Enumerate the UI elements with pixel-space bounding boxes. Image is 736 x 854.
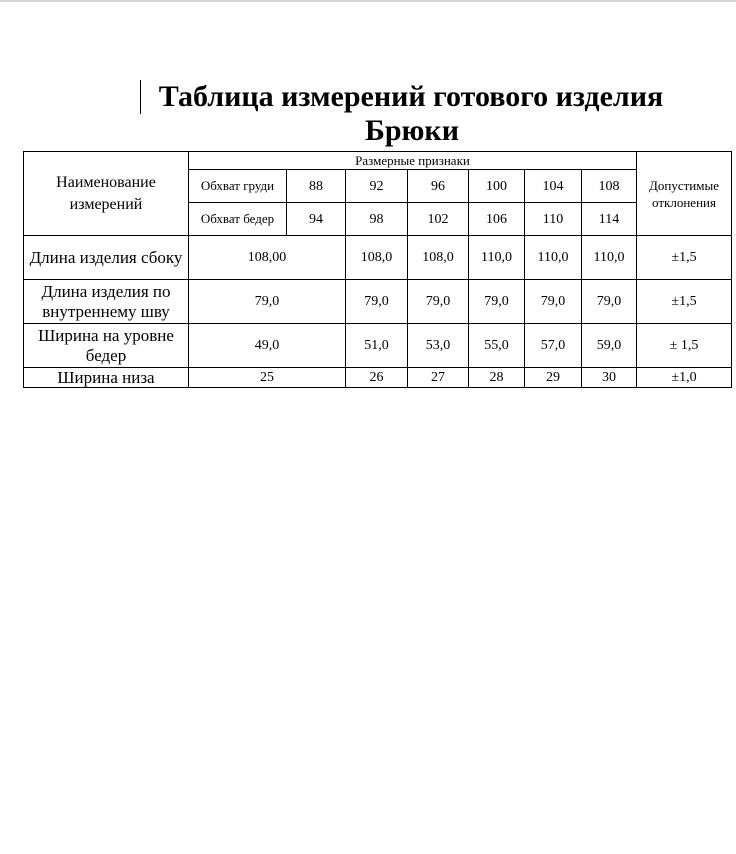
row-name: Ширина на уровне бедер bbox=[24, 324, 189, 368]
value-cell: 110,0 bbox=[469, 236, 525, 280]
value-cell: 108,0 bbox=[346, 236, 408, 280]
hip-size-cell: 98 bbox=[346, 203, 408, 236]
value-cell: 79,0 bbox=[469, 280, 525, 324]
value-cell: 57,0 bbox=[525, 324, 582, 368]
value-cell: 26 bbox=[346, 368, 408, 388]
chest-size-cell: 88 bbox=[287, 170, 346, 203]
value-cell: 79,0 bbox=[189, 280, 346, 324]
tolerance-cell: ±1,5 bbox=[637, 236, 732, 280]
table-row bbox=[24, 280, 732, 324]
tolerance-cell: ±1,5 bbox=[637, 280, 732, 324]
row-name: Длина изделия по внутреннему шву bbox=[24, 280, 189, 324]
title-line-2: Брюки bbox=[364, 114, 459, 147]
value-cell: 51,0 bbox=[346, 324, 408, 368]
measurements-table bbox=[23, 151, 732, 388]
document-title bbox=[0, 80, 736, 148]
hip-size-cell: 110 bbox=[525, 203, 582, 236]
tolerance-cell: ± 1,5 bbox=[637, 324, 732, 368]
value-cell: 108,00 bbox=[189, 236, 346, 280]
size-signs-header: Размерные признаки bbox=[189, 152, 637, 170]
value-cell: 27 bbox=[408, 368, 469, 388]
value-cell: 30 bbox=[582, 368, 637, 388]
value-cell: 110,0 bbox=[582, 236, 637, 280]
row-name: Ширина низа bbox=[24, 368, 189, 388]
hip-size-cell: 102 bbox=[408, 203, 469, 236]
value-cell: 29 bbox=[525, 368, 582, 388]
table-row bbox=[24, 324, 732, 368]
measurement-name-header: Наименование измерений bbox=[24, 152, 189, 236]
title-line-1: Таблица измерений готового изделия bbox=[158, 80, 664, 113]
value-cell: 79,0 bbox=[346, 280, 408, 324]
value-cell: 79,0 bbox=[582, 280, 637, 324]
hip-girth-label: Обхват бедер bbox=[189, 203, 287, 236]
chest-size-cell: 92 bbox=[346, 170, 408, 203]
value-cell: 59,0 bbox=[582, 324, 637, 368]
value-cell: 25 bbox=[189, 368, 346, 388]
hip-size-cell: 94 bbox=[287, 203, 346, 236]
value-cell: 28 bbox=[469, 368, 525, 388]
value-cell: 79,0 bbox=[525, 280, 582, 324]
value-cell: 55,0 bbox=[469, 324, 525, 368]
chest-girth-label: Обхват груди bbox=[189, 170, 287, 203]
tolerance-cell: ±1,0 bbox=[637, 368, 732, 388]
hip-size-cell: 106 bbox=[469, 203, 525, 236]
table-row bbox=[24, 368, 732, 388]
value-cell: 108,0 bbox=[408, 236, 469, 280]
chest-size-cell: 108 bbox=[582, 170, 637, 203]
window-top-border bbox=[0, 0, 736, 2]
value-cell: 49,0 bbox=[189, 324, 346, 368]
chest-size-cell: 96 bbox=[408, 170, 469, 203]
chest-size-cell: 104 bbox=[525, 170, 582, 203]
table-row bbox=[24, 236, 732, 280]
chest-size-cell: 100 bbox=[469, 170, 525, 203]
hip-size-cell: 114 bbox=[582, 203, 637, 236]
value-cell: 53,0 bbox=[408, 324, 469, 368]
tolerance-header: Допустимые отклонения bbox=[637, 152, 732, 236]
value-cell: 110,0 bbox=[525, 236, 582, 280]
row-name: Длина изделия сбоку bbox=[24, 236, 189, 280]
value-cell: 79,0 bbox=[408, 280, 469, 324]
